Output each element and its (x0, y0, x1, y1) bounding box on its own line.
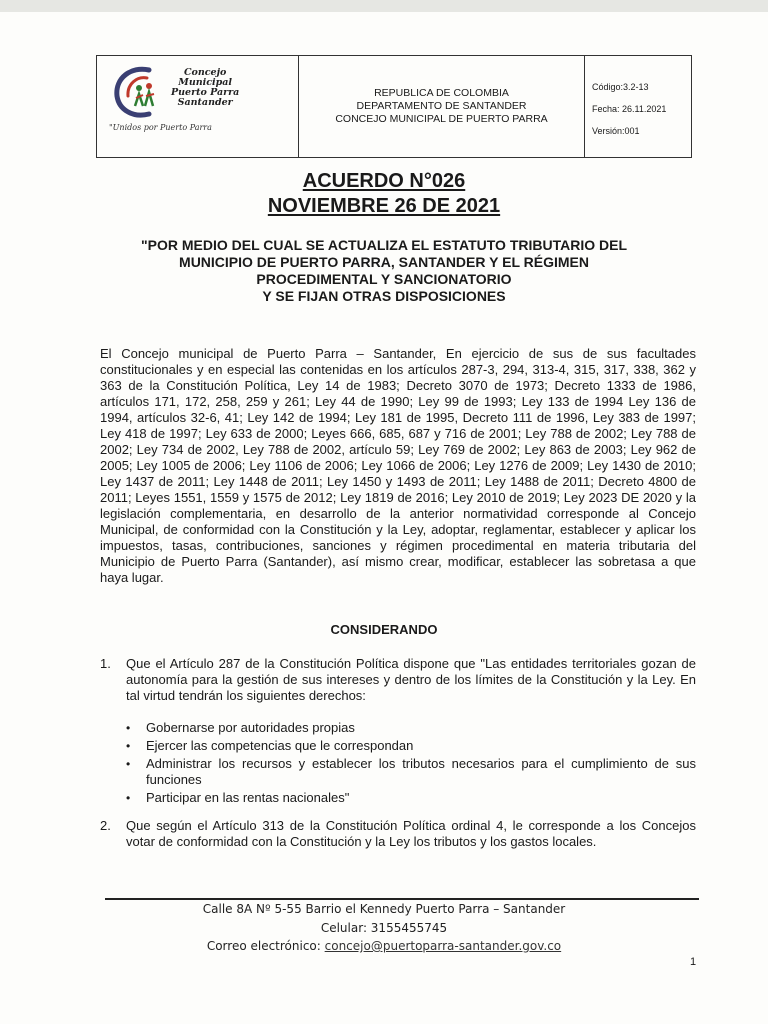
logo-name-line: Municipal (178, 77, 233, 88)
bullet-icon: • (126, 739, 131, 753)
item-text: Que según el Artículo 313 de la Constitución Política ordinal 4, le corresponde a los Concejos votar de conformidad con la Constitución y la Ley los tributos y los gastos locales. (126, 818, 696, 849)
header-codigo: Código:3.2-13 (592, 82, 649, 92)
list-item (126, 738, 696, 754)
rights-list (126, 720, 696, 808)
footer-email-label: Correo electrónico: (206, 939, 325, 953)
header-fecha: Fecha: 26.11.2021 (592, 104, 667, 114)
header-version: Versión:001 (592, 126, 640, 136)
subject-line: "POR MEDIO DEL CUAL SE ACTUALIZA EL ESTATUTO TRIBUTARIO DEL (140, 237, 627, 253)
intro-paragraph: El Concejo municipal de Puerto Parra – Santander, En ejercicio de sus de sus facultades constitucionales y en especial las contenidas en los artículos 287-3, 294, 313-4, 315, 317, 338, 362 y 363 de la Constitución Política, Ley 14 de 1983; Decreto 3070 de 1973; Decreto 1333 de 1986, artículos 171, 172, 258, 259 y 261; Ley 44 de 1990; Ley 99 de 1993; Ley 133 de 1994 Ley 136 de 1994, artículos 32-6, 41; Ley 142 de 1994; Ley 181 de 1995, Decreto 111 de 1996, Ley 383 de 1997; Ley 418 de 1997; Ley 633 de 2000; Leyes 666, 685, 687 y 716 de 2001; Ley 788 de 2002; Ley 788 de 2002; Ley 734 de 2002, Ley 788 de 2002, artículo 59; Ley 769 de 2002; Ley 863 de 2003; Ley 962 de 2005; Ley 1005 de 2006; Ley 1106 de 2006; Ley 1066 de 2006; Ley 1276 de 2009; Ley 1430 de 2010; Ley 1437 de 2011; Ley 1448 de 2011; Ley 1450 y 1493 de 2011; Ley 1488 de 2011; Decreto 4800 de 2011; Leyes 1551, 1559 y 1575 de 2012; Ley 1819 de 2016; Ley 2010 de 2019; Ley 2023 DE 2020 y la legislación complementaria, en desarrollo de la anterior normatividad corresponde al Concejo Municipal, de conformidad con la Constitución y la Ley, adoptar, reglamentar, establecer y aplicar los impuestos, tasas, contribuciones, sanciones y régimen procedimental en materia tributaria del Municipio de Puerto Parra (Santander), así mismo crear, modificar, establecer las sobretasa a que haya lugar. (100, 346, 696, 585)
logo-name-line: Concejo (183, 67, 227, 78)
subject-line: Y SE FIJAN OTRAS DISPOSICIONES (262, 288, 506, 304)
scan-top-band (0, 0, 768, 12)
footer-email-link[interactable]: concejo@puertoparra-santander.gov.co (324, 939, 562, 953)
document-header (96, 55, 692, 158)
concejo-logo-icon (109, 64, 171, 120)
subject-line: MUNICIPIO DE PUERTO PARRA, SANTANDER Y EL RÉGIMEN (179, 254, 589, 270)
bullet-icon: • (126, 757, 131, 771)
agreement-subject (100, 237, 668, 305)
header-department: DEPARTAMENTO DE SANTANDER (356, 100, 527, 112)
logo-name-line: Santander (177, 97, 233, 108)
header-institution (299, 56, 585, 157)
header-republic: REPUBLICA DE COLOMBIA (374, 87, 509, 99)
considerando-heading: CONSIDERANDO (330, 622, 438, 637)
item-text: Que el Artículo 287 de la Constitución Política dispone que "Las entidades territoriales gozan de autonomía para la gestión de sus intereses y dentro de los límites de la Constitución y la Ley. En tal virtud tendrán los siguientes derechos: (126, 656, 696, 703)
header-logo-cell (97, 56, 299, 157)
subject-line: PROCEDIMENTAL Y SANCIONATORIO (256, 271, 512, 287)
considerando-item (100, 818, 696, 850)
list-item-text: Participar en las rentas nacionales" (146, 790, 350, 805)
list-item-text: Gobernarse por autoridades propias (146, 720, 355, 735)
logo-name-line: Puerto Parra (171, 87, 240, 98)
item-number: 2. (100, 818, 111, 833)
list-item-text: Ejercer las competencias que le correspondan (146, 738, 414, 753)
list-item (126, 756, 696, 788)
page-number: 1 (690, 956, 697, 968)
logo-name (171, 68, 239, 108)
header-doc-info (585, 56, 691, 157)
footer-divider (105, 898, 699, 900)
logo-slogan: "Unidos por Puerto Parra (109, 123, 212, 132)
bullet-icon: • (126, 791, 131, 805)
agreement-number: ACUERDO N°026 (302, 170, 466, 192)
footer-address: Calle 8A Nº 5-55 Barrio el Kennedy Puerto Parra – Santander (202, 902, 566, 916)
footer-email-line (0, 939, 768, 953)
list-item-text: Administrar los recursos y establecer los tributos necesarios para el cumplimiento de sus funciones (146, 756, 696, 787)
item-number: 1. (100, 656, 111, 671)
list-item (126, 790, 696, 806)
list-item (126, 720, 696, 736)
footer-phone: Celular: 3155455745 (320, 921, 448, 935)
considerando-item (100, 656, 696, 704)
bullet-icon: • (126, 721, 131, 735)
agreement-date: NOVIEMBRE 26 DE 2021 (267, 195, 501, 217)
header-council: CONCEJO MUNICIPAL DE PUERTO PARRA (335, 113, 548, 125)
